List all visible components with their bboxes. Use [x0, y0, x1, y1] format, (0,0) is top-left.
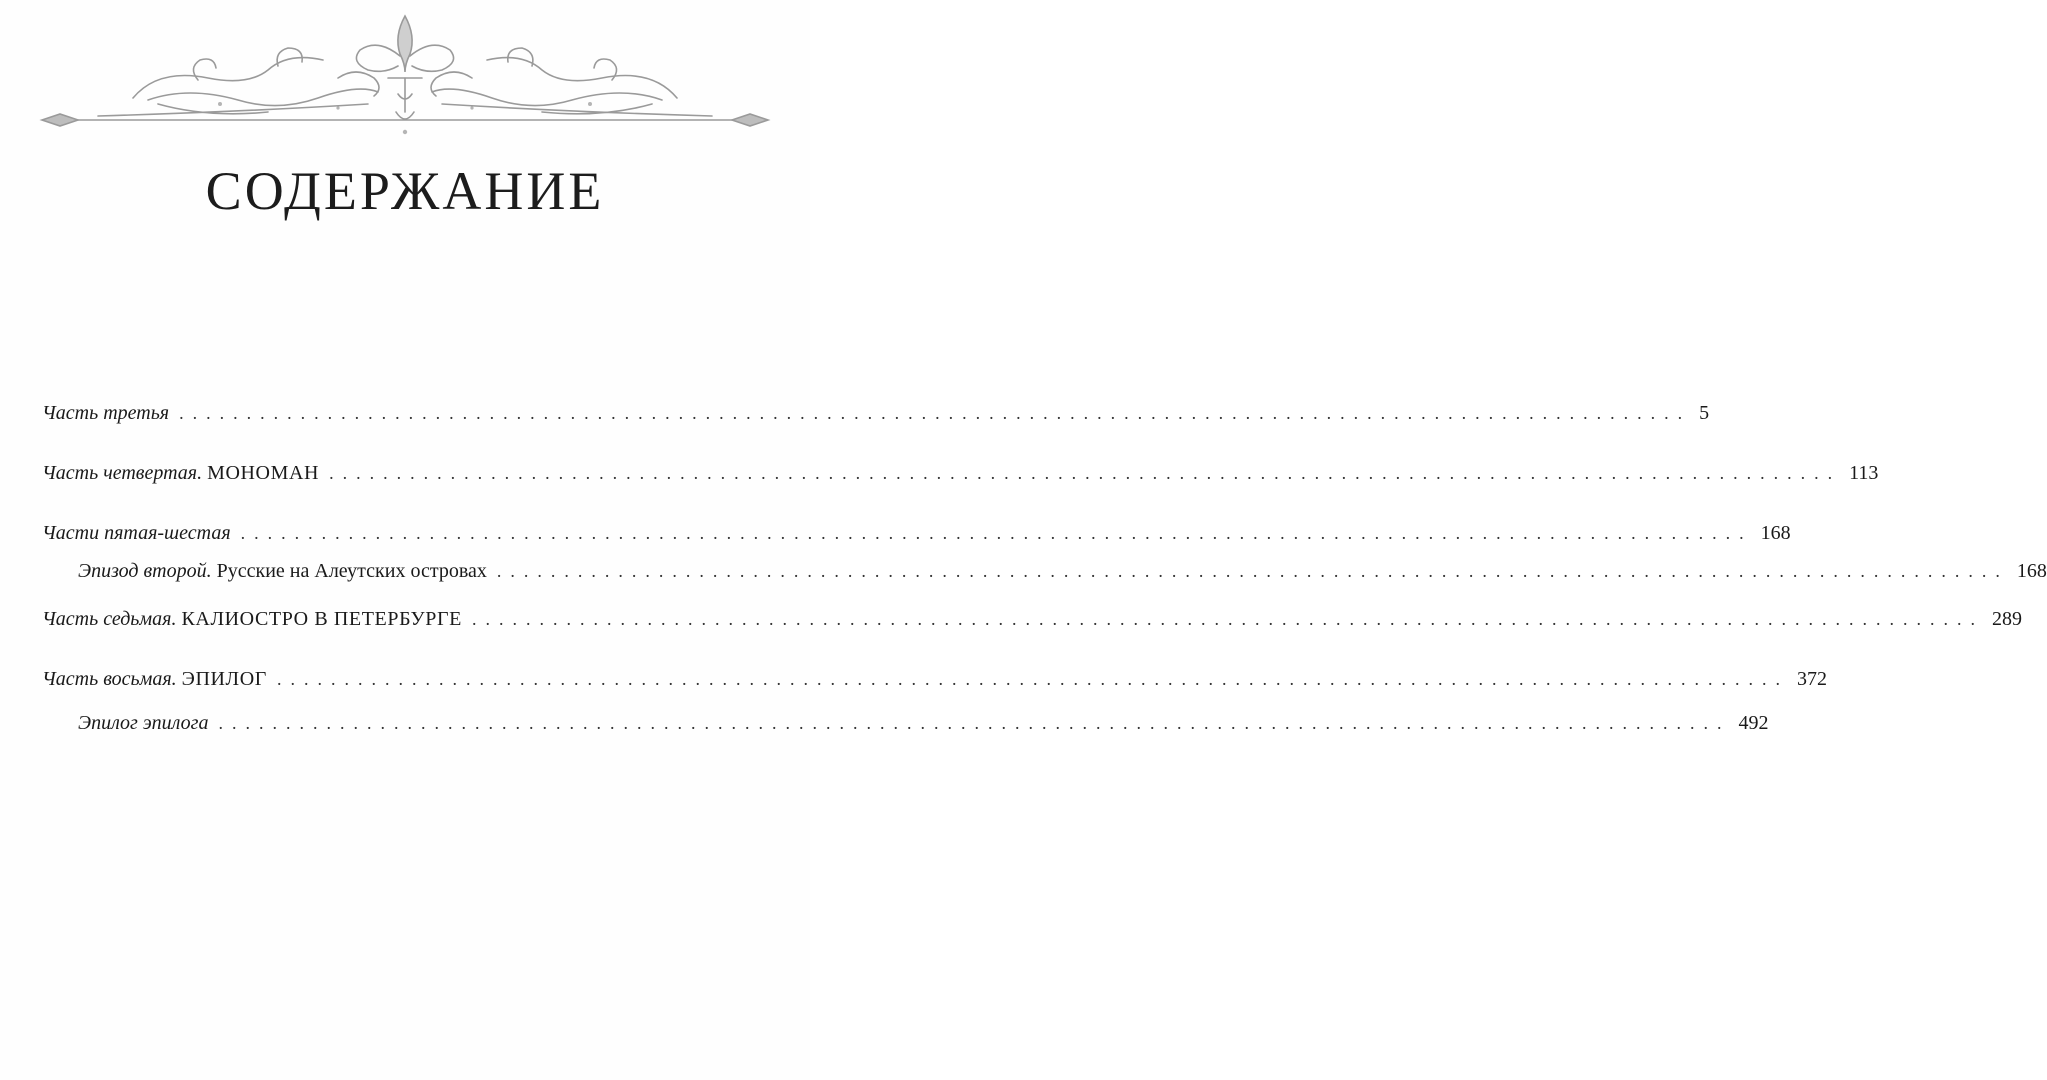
- toc-entry-title: КАЛИОСТРО В ПЕТЕРБУРГЕ: [181, 608, 462, 630]
- dot-leader: ................................................................................................................: [218, 713, 1731, 733]
- baroque-scroll-ornament-icon: [38, 8, 772, 138]
- dot-leader: ................................................................................................................: [276, 669, 1789, 689]
- toc-entry-part-label: Часть восьмая.: [42, 668, 177, 690]
- toc-page-number: 372: [1796, 668, 1827, 690]
- toc-entry: [42, 462, 1879, 500]
- dot-leader: ................................................................................................................: [329, 463, 1842, 483]
- toc-page-number: 492: [1738, 712, 1769, 734]
- toc-subentry: [42, 560, 2047, 598]
- dot-leader: ................................................................................................................: [179, 403, 1692, 423]
- toc-page-number: 113: [1849, 462, 1879, 484]
- toc-subentry: [42, 712, 1769, 750]
- page-title: СОДЕРЖАНИЕ: [205, 161, 605, 221]
- toc-page-number: 5: [1699, 402, 1710, 424]
- toc-entry-part-label: Часть четвертая.: [42, 462, 203, 484]
- table-of-contents: [42, 402, 2047, 750]
- toc-entry: [42, 668, 1827, 706]
- dot-leader: ................................................................................................................: [496, 561, 2009, 581]
- toc-entry: [42, 402, 1710, 440]
- toc-entry-part-label: Эпилог эпилога: [78, 712, 209, 734]
- toc-page-number: 289: [1991, 608, 2022, 630]
- toc-page-number: 168: [1760, 522, 1791, 544]
- toc-entry-title: ЭПИЛОГ: [181, 668, 267, 690]
- toc-entry: [42, 522, 1791, 560]
- toc-entry-part-label: Эпизод второй.: [78, 560, 212, 582]
- toc-entry-title: Русские на Алеутских островах: [216, 560, 487, 582]
- toc-page-number: 168: [2016, 560, 2047, 582]
- toc-entry-part-label: Части пятая-шестая: [42, 522, 231, 544]
- toc-entry-title: МОНОМАН: [207, 462, 320, 484]
- toc-entry-part-label: Часть седьмая.: [42, 608, 177, 630]
- toc-entry: [42, 608, 2022, 646]
- dot-leader: ................................................................................................................: [240, 523, 1753, 543]
- toc-entry-part-label: Часть третья: [42, 402, 170, 424]
- dot-leader: ................................................................................................................: [471, 609, 1984, 629]
